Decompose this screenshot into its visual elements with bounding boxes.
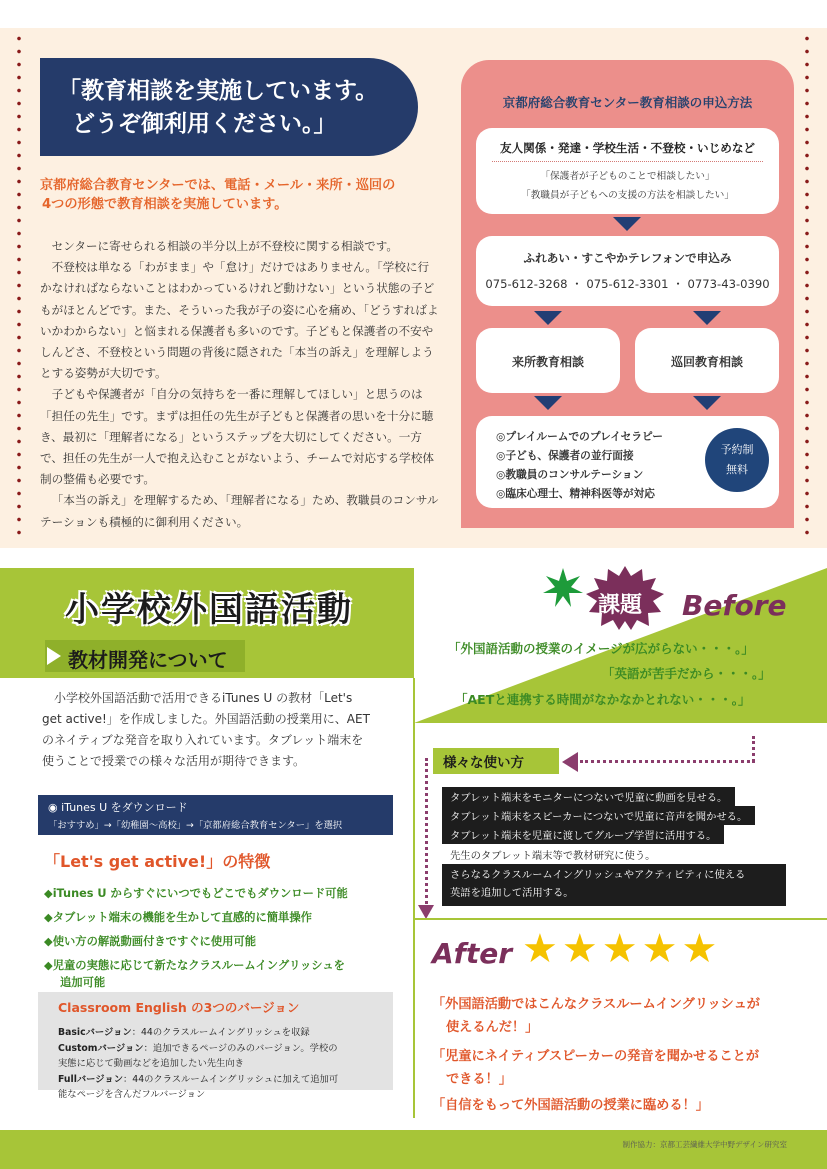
- classroom-english-box: [38, 992, 393, 1100]
- outreach-consultation-box: [635, 328, 779, 393]
- free-reservation-badge: [705, 428, 769, 492]
- topics-line: 「保護者が子どものことで相談したい」: [540, 171, 715, 182]
- use-item-multiline: [442, 864, 786, 906]
- down-arrow-icon: [534, 396, 562, 410]
- service-item: ◎子ども、保護者の並行面接: [496, 449, 634, 462]
- use-item: タブレット端末をモニターにつないで児童に動画を見せる。: [442, 787, 735, 806]
- badge-line1: 予約制: [720, 443, 754, 456]
- dotted-connector: [425, 758, 428, 904]
- basic-text: ：44のクラスルームイングリッシュを収録: [131, 1027, 310, 1038]
- custom-label: Customバージョン: [58, 1043, 144, 1054]
- service-item: ◎教職員のコンサルテーション: [496, 468, 644, 481]
- lead-line2: 4つの形態で教育相談を実施しています。: [42, 197, 288, 212]
- five-stars-icon: ★★★★★: [522, 926, 722, 972]
- download-path: 「おすすめ」→「幼稚園〜高校」→「京都府総合教育センター」を選択: [48, 820, 343, 831]
- feature-item: ◆iTunes U からすぐにいつでもどこでもダウンロード可能: [44, 887, 348, 900]
- after-quote: 「外国語活動ではこんなクラスルームイングリッシュが: [432, 997, 760, 1012]
- feature-item-cont: 追加可能: [60, 976, 106, 989]
- phone-numbers: 075-612-3268 ・ 075-612-3301 ・ 0773-43-0390: [485, 277, 770, 291]
- telephone-title: ふれあい・すこやかテレフォンで申込み: [523, 251, 732, 265]
- visit-consultation-label: 来所教育相談: [511, 355, 584, 369]
- download-info-box: [38, 795, 393, 835]
- use-line: 英語を追加して活用する。: [450, 887, 574, 899]
- dotted-border-right: [805, 32, 809, 538]
- basic-label: Basicバージョン: [58, 1027, 132, 1038]
- topics-line: 「教職員が子どもへの支援の方法を相談したい」: [520, 190, 735, 201]
- visit-consultation-box: [476, 328, 620, 393]
- down-arrow-icon: [693, 311, 721, 325]
- application-flow-panel: [461, 60, 794, 528]
- body-paragraph: 不登校は単なる「わがまま」や「怠け」だけではありません。「学校に行かなければならないことはわかっているけれど動けない」という状態の子どもがほとんどです。また、そういった我が子の姿に心を痛め、「どうすればよいかわからない」と悩まれる保護者も多いのです。子どもと保護者の不安やしんどさ、不登校という問題の背後に隠された「本当の訴え」を理解しようとする姿勢が大切です。: [40, 260, 439, 381]
- lead-text: [40, 176, 440, 214]
- use-line: さらなるクラスルームイングリッシュやアクティビティに使える: [450, 869, 746, 881]
- full-label: Fullバージョン: [58, 1074, 123, 1085]
- before-quote: 「外国語活動の授業のイメージが広がらない・・・。」: [448, 641, 754, 656]
- custom-text: ：追加できるページのみのバージョン。学校の: [143, 1043, 338, 1054]
- feature-item: ◆使い方の解説動画付きですぐに使用可能: [44, 935, 257, 948]
- intro-line: 使うことで授業での様々な活用が期待できます。: [42, 754, 306, 768]
- full-version-line: [58, 1071, 338, 1085]
- after-quote: 「児童にネイティブスピーカーの発音を聞かせることが: [432, 1049, 760, 1064]
- custom-version-line: [58, 1040, 338, 1054]
- service-item: ◎臨床心理士、精神科医等が対応: [496, 487, 655, 500]
- telephone-box: [476, 236, 779, 306]
- before-quote: 「英語が苦手だから・・・。」: [602, 666, 771, 681]
- features-title: 「Let's get active!」の特徴: [44, 852, 271, 871]
- uses-title: 様々な使い方: [443, 755, 524, 771]
- section-title: 小学校外国語活動: [65, 590, 353, 630]
- service-item: ◎プレイルームでのプレイセラピー: [496, 430, 663, 443]
- use-item: 先生のタブレット端末等で教材研究に使う。: [450, 850, 656, 862]
- outreach-consultation-label: 巡回教育相談: [670, 355, 743, 369]
- full-text: ：44のクラスルームイングリッシュに加えて追加可: [123, 1074, 339, 1085]
- before-label: Before: [682, 589, 787, 622]
- intro-text: [42, 688, 397, 772]
- after-label: After: [432, 937, 513, 970]
- before-quote: 「AETと連携する時間がなかなかとれない・・・。」: [455, 692, 751, 707]
- dotted-connector: [580, 760, 755, 763]
- services-box: [476, 416, 779, 508]
- full-version-line-2: 能なページを含んだフルバージョン: [58, 1089, 206, 1100]
- custom-version-line-2: 実態に応じて動画などを追加したい先生向き: [58, 1058, 244, 1069]
- flow-title: 京都府総合教育センター教育相談の申込方法: [502, 95, 753, 110]
- intro-line: のネイティブな発音を取り入れています。タブレット端末を: [42, 733, 364, 747]
- left-arrow-icon: [562, 752, 578, 772]
- play-arrow-icon: [47, 647, 61, 665]
- dotted-border-left: [17, 32, 21, 538]
- headline-line2: どうぞ御利用ください。」: [72, 111, 337, 137]
- topics-title: 友人関係・発達・学校生活・不登校・いじめなど: [499, 141, 756, 155]
- dotted-divider: [492, 161, 763, 162]
- issue-label: 課題: [598, 593, 643, 618]
- after-divider: [415, 918, 827, 920]
- body-paragraph: 「本当の訴え」を理解するため、「理解者になる」ため、教職員のコンサルテーションも積極的に御利用ください。: [40, 493, 439, 529]
- body-paragraph: 子どもや保護者が「自分の気持ちを一番に理解してほしい」と思うのは「担任の先生」です。まずは担任の先生が子どもと保護者の思いを十分に聴き、最初に「理解者になる」というステップを大切にしてください。一方で、担任の先生が一人で抱え込むことがないよう、チームで対応する学校体制の整備も必要です。: [40, 387, 434, 487]
- badge-line2: 無料: [726, 463, 748, 476]
- classroom-english-title: Classroom English の3つのバージョン: [58, 1000, 300, 1015]
- use-item: タブレット端末を児童に渡してグループ学習に活用する。: [442, 825, 724, 844]
- feature-item: ◆タブレット端末の機能を生かして直感的に簡単操作: [44, 911, 312, 924]
- down-arrow-icon: [534, 311, 562, 325]
- after-quote-cont: できる！」: [446, 1072, 512, 1087]
- use-item: タブレット端末をスピーカーにつないで児童に音声を聞かせる。: [442, 806, 755, 825]
- lead-line1: 京都府総合教育センターでは、電話・メール・来所・巡回の: [40, 178, 396, 193]
- intro-line: get active!」を作成しました。外国語活動の授業用に、AET: [42, 712, 370, 726]
- down-arrow-icon: [418, 905, 434, 919]
- after-quote: 「自信をもって外国語活動の授業に臨める！」: [432, 1098, 709, 1113]
- dotted-connector: [752, 736, 755, 762]
- headline: [40, 58, 418, 156]
- credit-text: 制作協力：京都工芸繊維大学中野デザイン研究室: [622, 1140, 787, 1149]
- download-title: ◉ iTunes U をダウンロード: [48, 801, 188, 814]
- section-subtitle: 教材開発について: [68, 648, 228, 672]
- feature-item: ◆児童の実態に応じて新たなクラスルームイングリッシュを: [44, 959, 345, 972]
- basic-version-line: [58, 1024, 310, 1038]
- burst-green-icon: [543, 568, 583, 608]
- after-quote-cont: 使えるんだ！」: [446, 1020, 539, 1035]
- down-arrow-icon: [613, 217, 641, 231]
- intro-line: 小学校外国語活動で活用できるiTunes U の教材「Let's: [54, 691, 353, 705]
- consultation-topics-box: [476, 128, 779, 214]
- vertical-divider: [413, 678, 415, 1118]
- down-arrow-icon: [693, 396, 721, 410]
- body-text: [40, 236, 440, 533]
- headline-line1: 「教育相談を実施しています。: [58, 78, 379, 104]
- body-paragraph: センターに寄せられる相談の半分以上が不登校に関する相談です。: [51, 239, 399, 253]
